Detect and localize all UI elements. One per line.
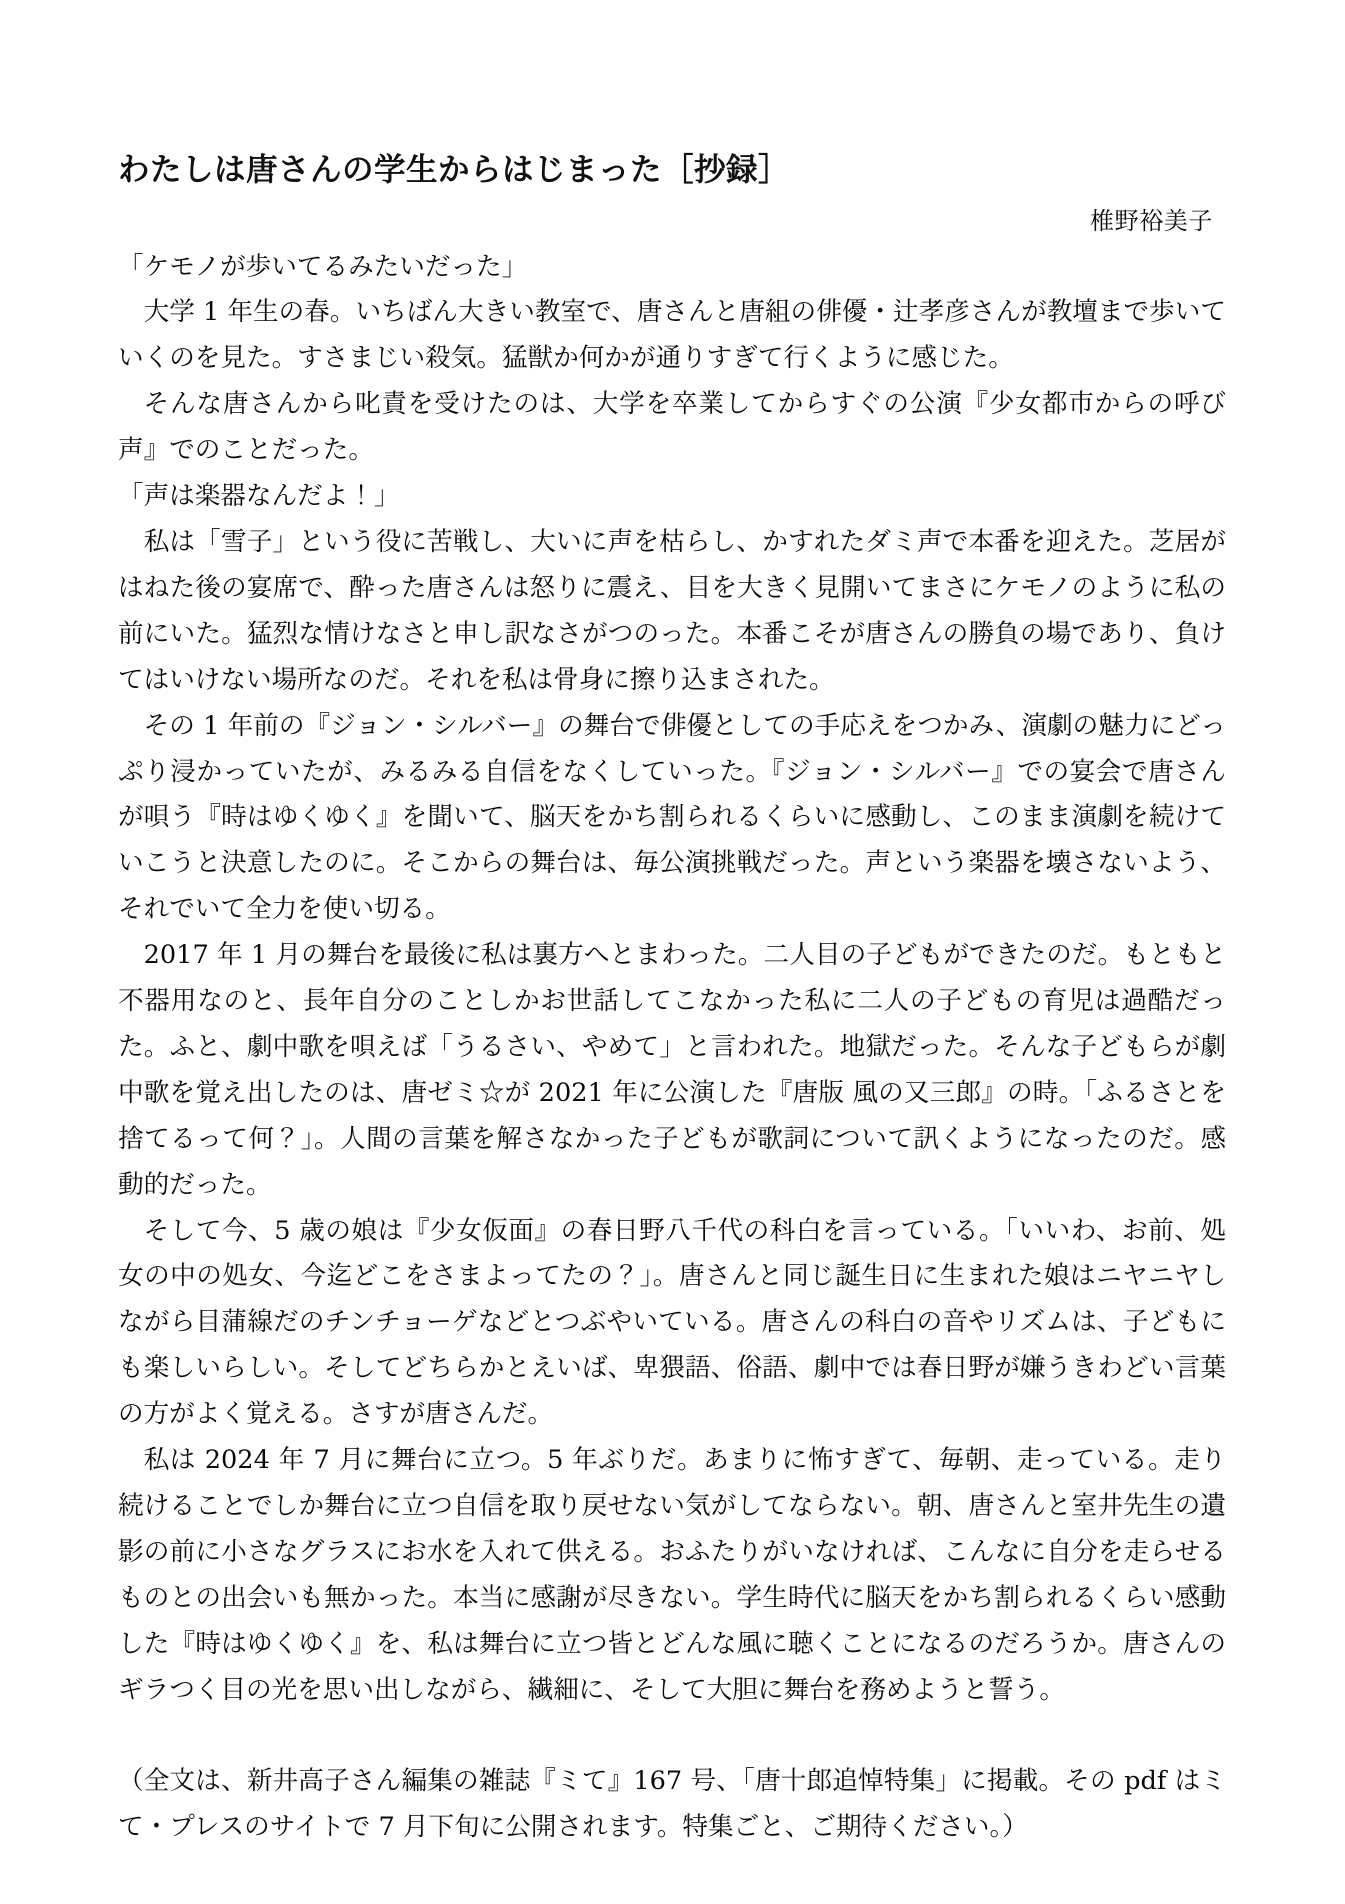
body-text <box>118 245 1226 1852</box>
paragraph-spacer <box>118 1714 1226 1760</box>
paragraph-daughter-shojo-kamen: そして今、5 歳の娘は『少女仮面』の春日野八千代の科白を言っている。「いいわ、お前、処女の中の処女、今迄どこをさまよってたの？」。唐さんと同じ誕生日に生まれた娘はニヤニヤしながら目蒲線だのチンチョーゲなどとつぶやいている。唐さんの科白の音やリズムは、子どもにも楽しいらしい。そしてどちらかとえいば、卑猥語、俗語、劇中では春日野が嫌うきわどい言葉の方がよく覚える。さすが唐さんだ。 <box>118 1215 1226 1430</box>
page-title: わたしは唐さんの学生からはじまった［抄録］ <box>118 152 791 188</box>
paragraph-2024-stage: 私は 2024 年 7 月に舞台に立つ。5 年ぶりだ。あまりに怖すぎて、毎朝、走っている。走り続けることでしか舞台に立つ自信を取り戻せない気がしてならない。朝、唐さんと室井先生の遺影の前に小さなグラスにお水を入れて供える。おふたりがいなければ、こんなに自分を走らせるものとの出会いも無かった。本当に感謝が尽きない。学生時代に脳天をかち割られるくらい感動した『時はゆくゆく』を、私は舞台に立つ皆とどんな風に聴くことになるのだろうか。唐さんのギラつく目の光を思い出しながら、繊細に、そして大胆に舞台を務めようと誓う。 <box>118 1445 1226 1705</box>
paragraph-scolding: そんな唐さんから叱責を受けたのは、大学を卒業してからすぐの公演『少女都市からの呼び声』でのことだった。 <box>118 389 1226 466</box>
paragraph-quote-kemono: 「ケモノが歩いてるみたいだった」 <box>118 251 528 282</box>
author-byline: 椎野裕美子 <box>1090 206 1213 235</box>
paragraph-john-silver: その 1 年前の『ジョン・シルバー』の舞台で俳優としての手応えをつかみ、演劇の魅力にどっぷり浸かっていたが、みるみる自信をなくしていった。『ジョン・シルバー』での宴会で唐さんが唄う『時はゆくゆく』を聞いて、脳天をかち割られるくらいに感動し、このまま演劇を続けていこうと決意したのに。そこからの舞台は、毎公演挑戦だった。声という楽器を壊さないよう、それでいて全力を使い切る。 <box>118 710 1226 925</box>
document-content <box>118 150 1226 1851</box>
paragraph-university-spring: 大学 1 年生の春。いちばん大きい教室で、唐さんと唐組の俳優・辻孝彦さんが教壇まで歩いていくのを見た。すさまじい殺気。猛獣か何かが通りすぎて行くように感じた。 <box>118 297 1226 374</box>
paragraph-2017-backstage: 2017 年 1 月の舞台を最後に私は裏方へとまわった。二人目の子どもができたのだ。もともと不器用なのと、長年自分のことしかお世話してこなかった私に二人の子どもの育児は過酷だった。ふと、劇中歌を唄えば「うるさい、やめて」と言われた。地獄だった。そんな子どもらが劇中歌を覚え出したのは、唐ゼミ☆が 2021 年に公演した『唐版 風の又三郎』の時。「ふるさとを捨てるって何？」。人間の言葉を解さなかった子どもが歌詞について訊くようになったのだ。感動的だった。 <box>118 940 1226 1200</box>
paragraph-quote-voice-instrument: 「声は楽器なんだよ！」 <box>118 481 400 512</box>
paragraph-yukiko-role: 私は「雪子」という役に苦戦し、大いに声を枯らし、かすれたダミ声で本番を迎えた。芝居がはねた後の宴席で、酔った唐さんは怒りに震え、目を大きく見開いてまさにケモノのように私の前にいた。猛烈な情けなさと申し訳なさがつのった。本番こそが唐さんの勝負の場であり、負けてはいけない場所なのだ。それを私は骨身に擦り込まされた。 <box>118 526 1226 695</box>
paragraph-publication-note: （全文は、新井高子さん編集の雑誌『ミて』167 号、「唐十郎追悼特集」に掲載。その pdf はミて・プレスのサイトで 7 月下旬に公開されます。特集ごと、ご期待ください。） <box>118 1766 1226 1843</box>
